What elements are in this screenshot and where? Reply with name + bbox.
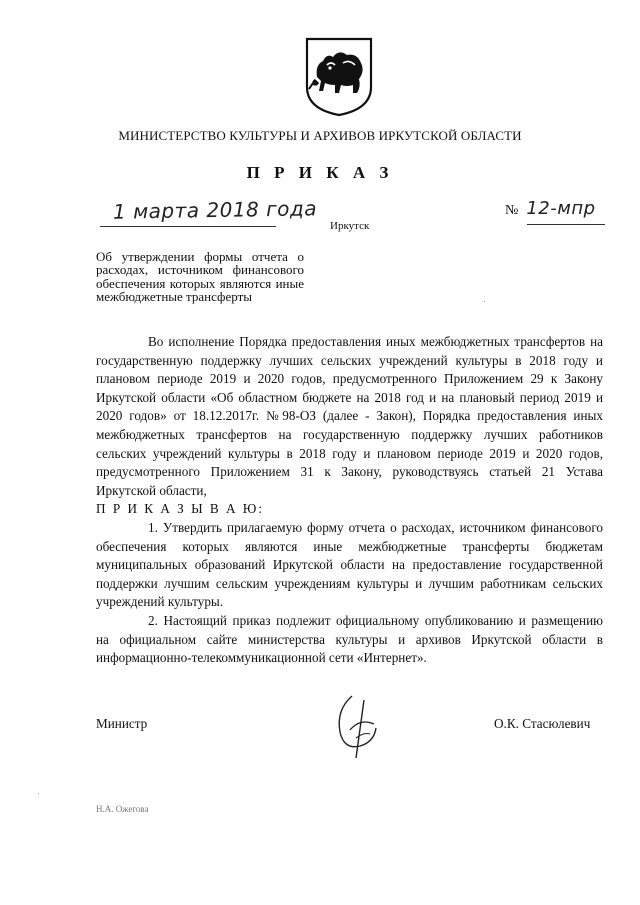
- coat-of-arms-icon: [303, 35, 375, 117]
- order-subject: Об утверждении формы отчета о расходах, источником финансового обеспечения которых являются иные межбюджетные трансферты: [96, 249, 304, 305]
- scan-speck: [484, 301, 485, 302]
- executor-note: Н.А. Ожегова: [96, 804, 149, 814]
- date-underline: [100, 226, 276, 227]
- city-name: Иркутск: [330, 220, 370, 232]
- scan-speck: [38, 793, 39, 794]
- order-number: [505, 198, 596, 219]
- order-date-handwritten: 1 марта 2018 года: [112, 196, 318, 224]
- order-word: П Р И К А З Ы В А Ю:: [96, 501, 265, 517]
- order-item-2: 2. Настоящий приказ подлежит официальному опубликованию и размещению на официальном сайте министерства культуры и архивов Иркутской области в информационно-телекоммуникационной сети «Интернет».: [96, 612, 603, 666]
- signature-icon: [330, 688, 388, 760]
- signer-position: Министр: [96, 716, 148, 731]
- order-number-handwritten: 12-мпр: [526, 198, 596, 219]
- signer-name: О.К. Стасюлевич: [494, 716, 591, 731]
- preamble-paragraph: Во исполнение Порядка предоставления иных межбюджетных трансфертов на государственную поддержку лучших сельских учреждений культуры в 2018 году и плановом периоде 2019 и 2020 годов, предусмотренного Приложением 29 к Закону Иркутской области «Об областном бюджете на 2018 год и на плановый период 2019 и 2020 годов» от 18.12.2017г. №98-ОЗ (далее - Закон), Порядка предоставления иных межбюджетных трансфертов на государственную поддержку лучших работников сельских учреждений культуры в 2018 году и плановом периоде 2019 и 2020 годов, предусмотренного Приложением 31 к Закону, руководствуясь статьей 21 Устава Иркутской области,: [96, 334, 603, 498]
- document-type-title: П Р И К А З: [246, 163, 394, 182]
- order-body: [96, 333, 603, 668]
- order-item-1: 1. Утвердить прилагаемую форму отчета о расходах, источником финансового обеспечения которых являются иные межбюджетные трансферты бюджетам муниципальных образований Иркутской области на предоставление государственной поддержки лучшим сельским учреждениям культуры и лучшим работникам сельских учреждений культуры.: [96, 519, 603, 610]
- number-underline: [527, 224, 605, 225]
- number-sign: №: [505, 203, 519, 218]
- ministry-name: МИНИСТЕРСТВО КУЛЬТУРЫ И АРХИВОВ ИРКУТСКОЙ ОБЛАСТИ: [118, 128, 522, 143]
